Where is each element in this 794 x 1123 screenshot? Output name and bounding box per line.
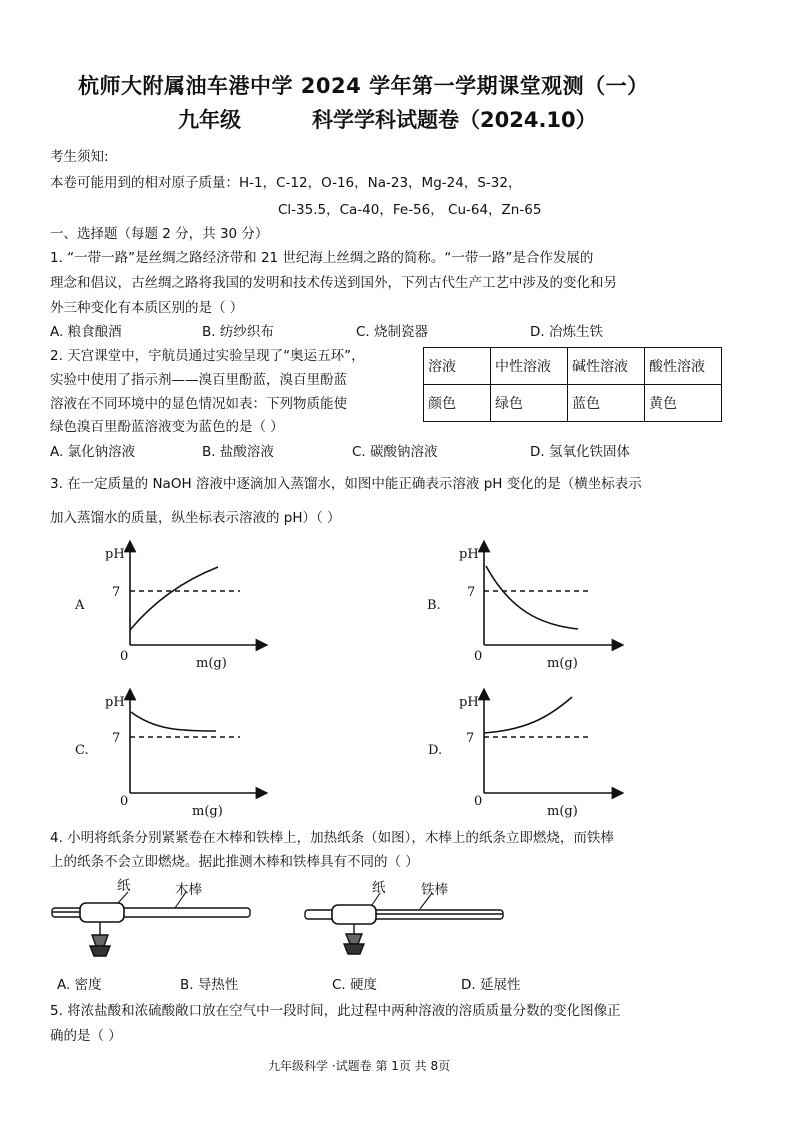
q4-line1: 4. 小明将纸条分别紧紧卷在木棒和铁棒上，加热纸条（如图），木棒上的纸条立即燃烧，而铁棒 [50,830,614,846]
notice-heading: 考生须知: [50,149,109,165]
q2-line4: 绿色溴百里酚蓝溶液变为蓝色的是（ ） [50,419,284,435]
table-cell: 溶液 [424,348,491,385]
q5-line1: 5. 将浓盐酸和浓硫酸敞口放在空气中一段时间，此过程中两种溶液的溶质质量分数的变化图像正 [50,1003,621,1019]
graph-d-option: D. [428,743,443,758]
page-footer: 九年级科学 ·试题卷 第 1页 共 8页 [268,1059,451,1073]
table-cell: 中性溶液 [491,348,568,385]
label-paper-2: 纸 [372,880,386,896]
graph-b-y-label: pH [459,547,479,562]
table-cell: 黄色 [645,385,722,422]
atomic-mass-line2: Cl-35.5，Ca-40，Fe-56， Cu-64，Zn-65 [278,202,542,218]
graph-a-y-label: pH [105,547,125,562]
exam-title: 杭师大附属油车港中学 2024 学年第一学期课堂观测（一） [78,74,649,98]
q1-option-a: A. 粮食酿酒 [50,324,122,340]
label-iron-rod: 铁棒 [421,882,448,898]
atomic-mass-line1: 本卷可能用到的相对原子质量：H-1，C-12，O-16，Na-23，Mg-24，S-32， [50,175,522,191]
graph-d-origin: 0 [474,794,483,809]
q2-option-a: A. 氯化钠溶液 [50,444,136,460]
graph-c [130,694,262,793]
q4-option-c: C. 硬度 [332,977,378,993]
exam-subtitle: 科学学科试题卷（2024.10） [312,108,597,132]
q3-line1: 3. 在一定质量的 NaOH 溶液中逐滴加入蒸馏水，如图中能正确表示溶液 pH 变化的是（横坐标表示 [50,476,642,492]
graph-b-x-label: m(g) [547,656,578,671]
graph-a-x-label: m(g) [196,656,227,671]
q2-option-d: D. 氢氧化铁固体 [530,444,630,460]
q4-option-a: A. 密度 [57,977,102,993]
graph-a-ref: 7 [112,585,121,600]
graph-b [484,546,618,645]
graph-d-y-label: pH [459,695,479,710]
graph-c-ref: 7 [112,731,121,746]
graph-a-origin: 0 [120,649,129,664]
graph-c-y-label: pH [105,695,125,710]
graph-b-option: B. [427,598,441,613]
grade-label: 九年级 [178,108,241,132]
label-paper-1: 纸 [117,878,131,894]
q4-option-b: B. 导热性 [180,977,239,993]
graph-b-origin: 0 [474,649,483,664]
label-wood-rod: 木棒 [175,882,202,898]
q1-option-c: C. 烧制瓷器 [356,324,429,340]
q1-line3: 外三种变化有本质区别的是（ ） [50,300,244,316]
graph-d-x-label: m(g) [547,804,578,819]
q5-line2: 确的是（ ） [50,1028,122,1044]
graph-c-option: C. [75,743,89,758]
table-cell: 颜色 [424,385,491,422]
q1-option-d: D. 冶炼生铁 [530,324,603,340]
q3-line2: 加入蒸馏水的质量，纵坐标表示溶液的 pH）（ ） [50,510,341,526]
graph-d [484,694,618,793]
graph-c-x-label: m(g) [192,804,223,819]
table-cell: 酸性溶液 [645,348,722,385]
q1-line1: 1. “一带一路”是丝绸之路经济带和 21 世纪海上丝绸之路的简称。“一带一路”是合作发展的 [50,250,594,266]
q2-line3: 溶液在不同环境中的显色情况如表：下列物质能使 [50,396,347,412]
q1-option-b: B. 纺纱织布 [202,324,274,340]
wood-rod-apparatus [52,903,250,956]
graph-d-ref: 7 [466,731,475,746]
iron-rod-apparatus [305,905,503,954]
graph-b-ref: 7 [467,585,476,600]
table-cell: 碱性溶液 [568,348,645,385]
q1-line2: 理念和倡议，古丝绸之路将我国的发明和技术传送到国外，下列古代生产工艺中涉及的变化和另 [50,275,617,291]
q2-option-c: C. 碳酸钠溶液 [352,444,438,460]
section-heading: 一、选择题（每题 2 分，共 30 分） [50,226,269,242]
q2-line2: 实验中使用了指示剂——溴百里酚蓝，溴百里酚蓝 [50,372,347,388]
table-cell: 绿色 [491,385,568,422]
q4-line2: 上的纸条不会立即燃烧。据此推测木棒和铁棒具有不同的（ ） [50,854,419,870]
table-cell: 蓝色 [568,385,645,422]
graph-c-origin: 0 [120,794,129,809]
graph-a-option: A [75,598,85,613]
q4-option-d: D. 延展性 [461,977,521,993]
graph-a [130,546,262,645]
q2-line1: 2. 天宫课堂中，宇航员通过实验呈现了“奥运五环”， [50,348,365,364]
q2-option-b: B. 盐酸溶液 [202,444,274,460]
